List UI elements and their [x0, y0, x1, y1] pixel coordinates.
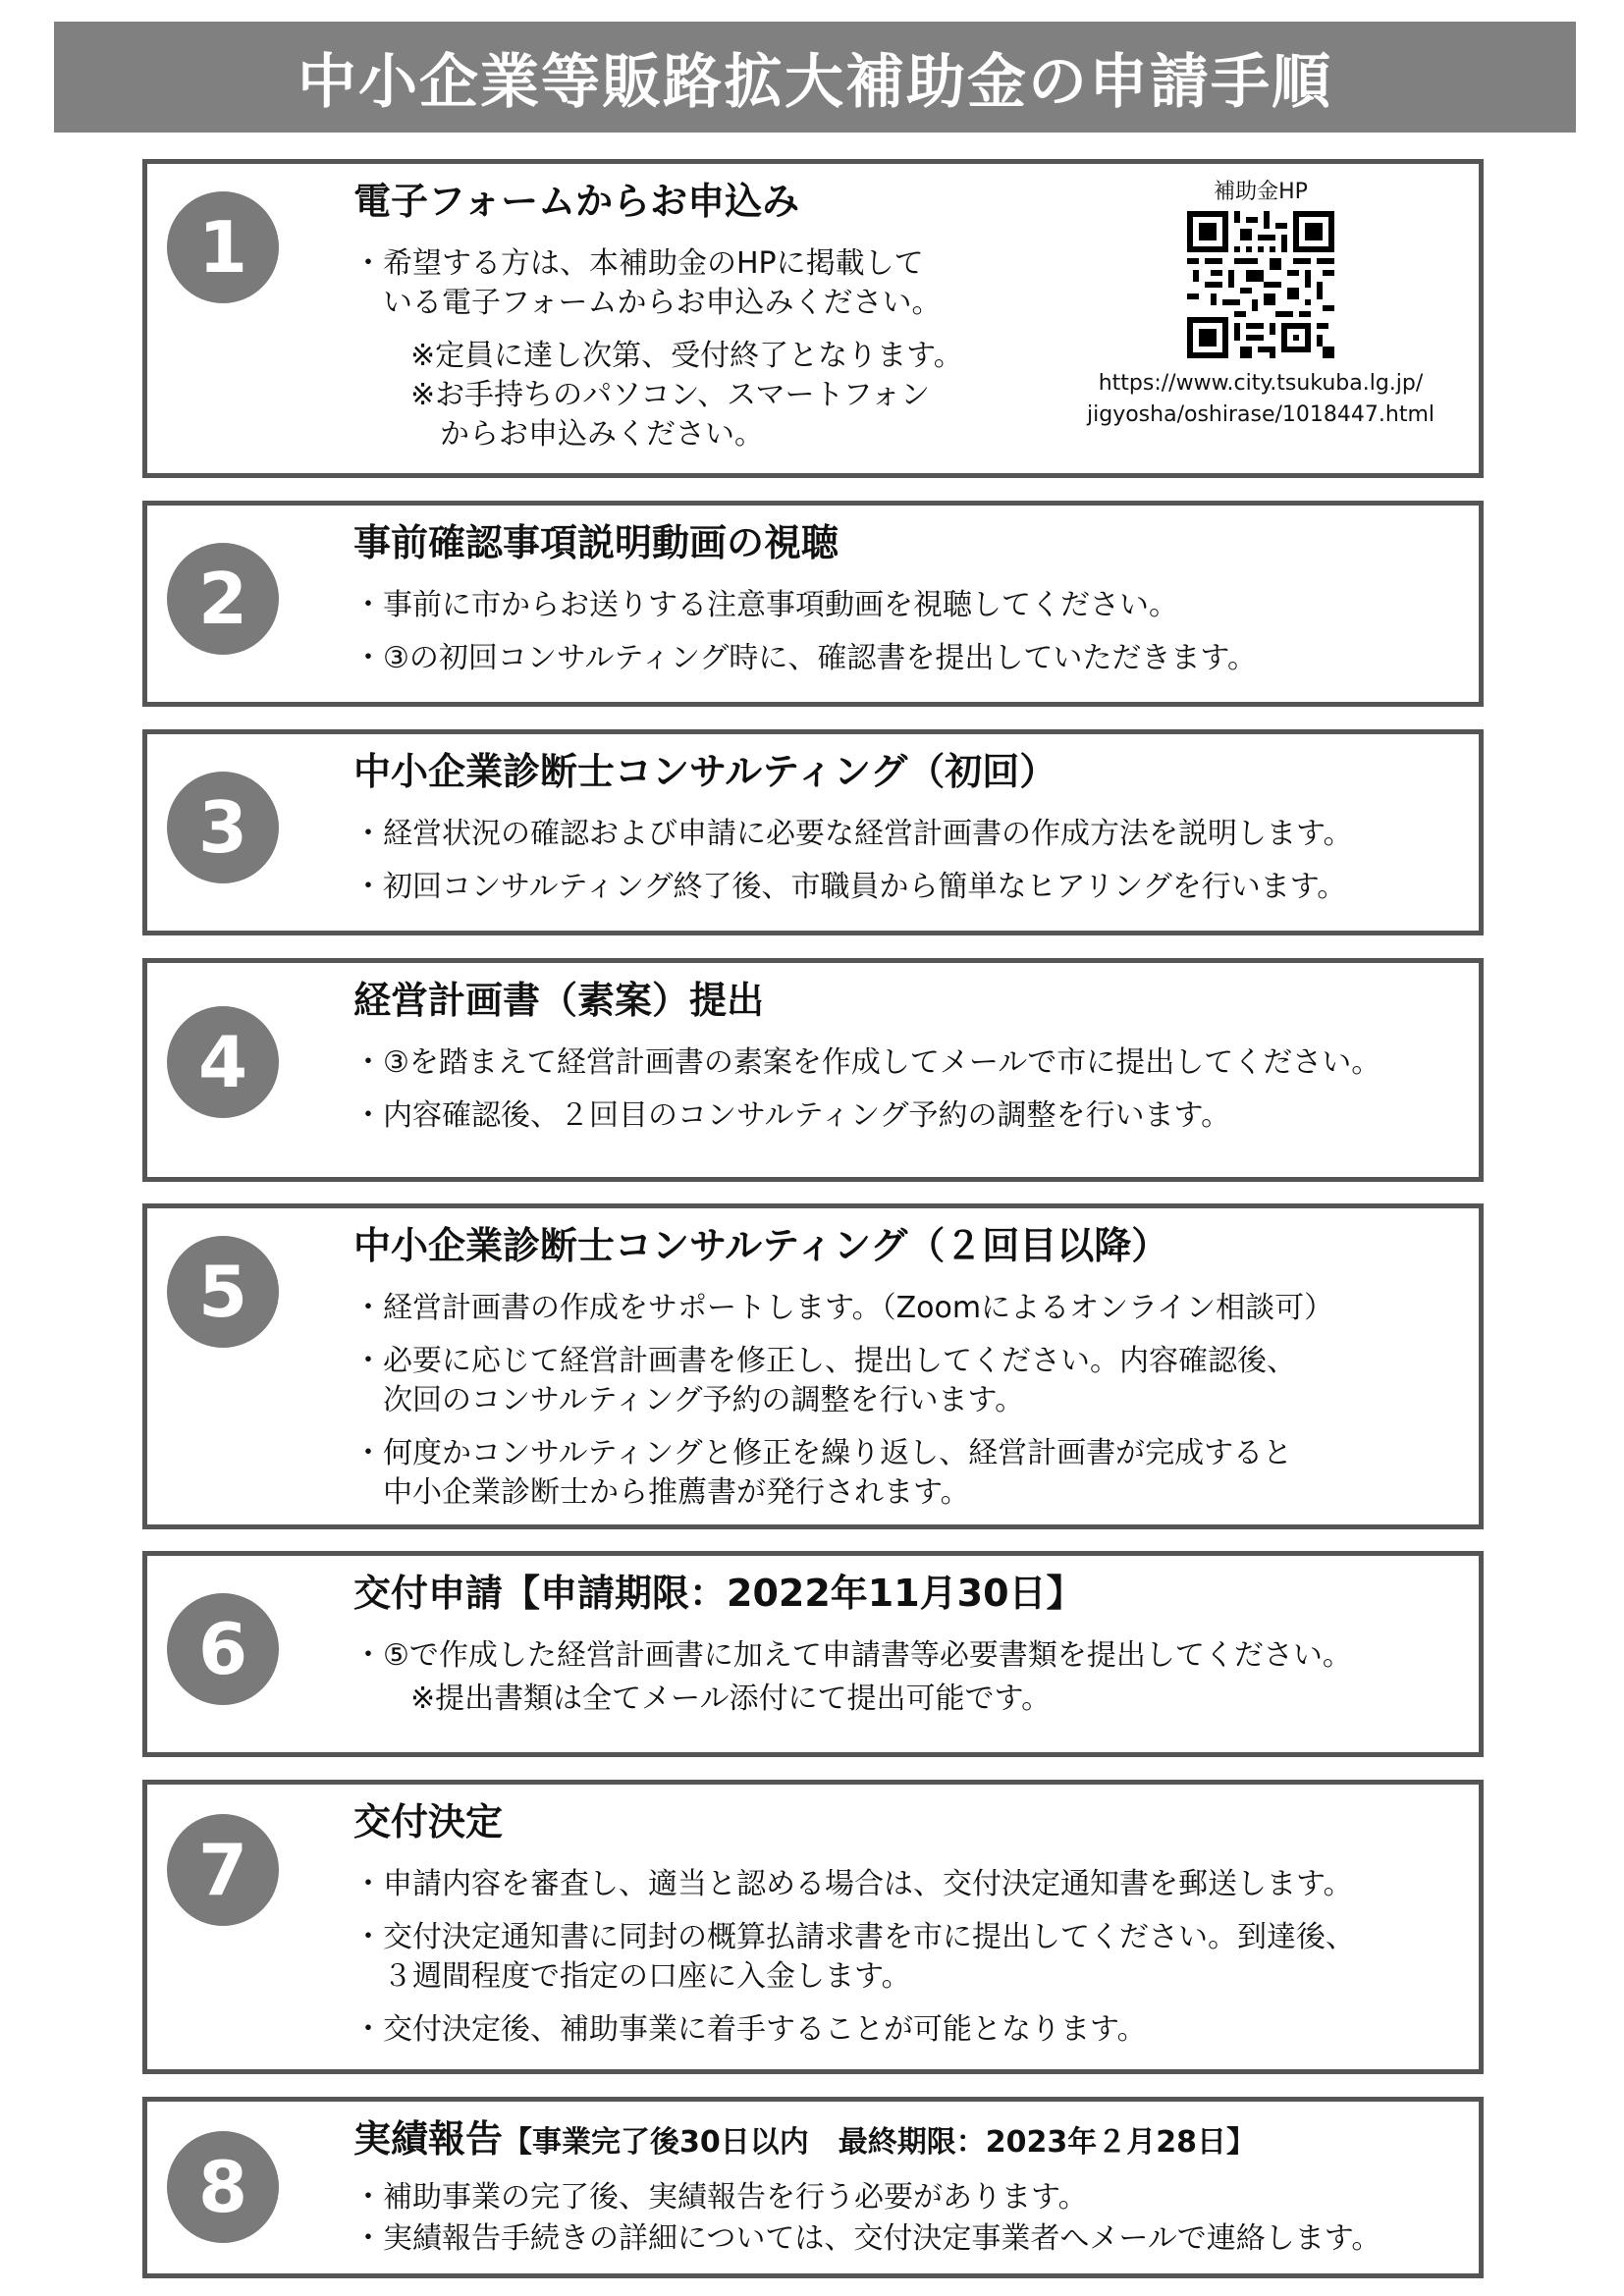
step-heading: 電子フォームからお申込み	[353, 180, 800, 223]
step-bullet: ・ 希望する方は、本補助金のHPに掲載して いる電子フォームからお申込みください。	[353, 244, 1047, 323]
step-number-badge: 5	[167, 1236, 279, 1348]
step-bullet: ・ 交付決定後、補助事業に着手することが可能となります。	[353, 2010, 1469, 2050]
step-number-badge: 7	[167, 1814, 279, 1926]
step-bullet: ・ ③の初回コンサルティング時に、確認書を提出していただきます。	[353, 639, 1469, 678]
qr-code-icon	[1187, 211, 1334, 358]
step-2	[142, 501, 1484, 707]
step-heading: 交付申請【申請期限：2022年11月30日】	[353, 1572, 1084, 1615]
step-bullet: ・ 交付決定通知書に同封の概算払請求書を市に提出してください。到達後、 ３週間程度で指定の口座に入金します。	[353, 1918, 1469, 1997]
step-bullet: ・ 経営計画書の作成をサポートします。（Zoomによるオンライン相談可）	[353, 1289, 1469, 1328]
step-5	[142, 1203, 1484, 1529]
step-bullet: ・ 経営状況の確認および申請に必要な経営計画書の作成方法を説明します。	[353, 815, 1469, 854]
step-8	[142, 2097, 1484, 2278]
step-bullet: ・ 事前に市からお送りする注意事項動画を視聴してください。	[353, 586, 1469, 625]
step-number-badge: 6	[167, 1593, 279, 1705]
step-heading: 中小企業診断士コンサルティング（初回）	[353, 750, 1057, 793]
step-note: ※提出書類は全てメール添付にて提出可能です。	[410, 1682, 1052, 1716]
step-bullet: ・ 実績報告手続きの詳細については、交付決定事業者へメールで連絡します。	[353, 2219, 1469, 2259]
step-number-badge: 2	[167, 543, 279, 655]
step-heading-deadline: 【事業完了後30日以内 最終期限：2023年２月28日】	[503, 2125, 1257, 2160]
step-number-badge: 4	[167, 1006, 279, 1118]
step-heading: 交付決定	[353, 1800, 504, 1843]
step-4	[142, 958, 1484, 1182]
qr-url-text[interactable]: https://www.city.tsukuba.lg.jp/ jigyosha/oshirase/1018447.html	[1087, 371, 1435, 427]
title-banner	[54, 22, 1576, 133]
step-bullet: ・ 必要に応じて経営計画書を修正し、提出してください。内容確認後、 次回のコンサルティング予約の調整を行います。	[353, 1342, 1469, 1420]
step-bullet: ・ ⑤で作成した経営計画書に加えて申請書等必要書類を提出してください。	[353, 1636, 1469, 1676]
step-heading-main: 実績報告	[353, 2117, 504, 2161]
qr-label: 補助金HP	[1214, 180, 1308, 204]
step-bullet: ・ ③を踏まえて経営計画書の素案を作成してメールで市に提出してください。	[353, 1043, 1469, 1083]
step-note: ※お手持ちのパソコン、スマートフォン からお申込みください。	[410, 378, 931, 452]
step-number-badge: 8	[167, 2131, 279, 2243]
step-bullet: ・ 補助事業の完了後、実績報告を行う必要があります。	[353, 2178, 1469, 2217]
step-3	[142, 729, 1484, 935]
step-note: ※定員に達し次第、受付終了となります。	[410, 339, 963, 373]
step-number-badge: 3	[167, 772, 279, 883]
step-heading: 事前確認事項説明動画の視聴	[353, 521, 839, 564]
step-bullet: ・ 内容確認後、２回目のコンサルティング予約の調整を行います。	[353, 1096, 1469, 1136]
step-bullet: ・ 申請内容を審査し、適当と認める場合は、交付決定通知書を郵送します。	[353, 1865, 1469, 1904]
step-bullet: ・ 何度かコンサルティングと修正を繰り返し、経営計画書が完成すると 中小企業診断士から推薦書が発行されます。	[353, 1434, 1469, 1513]
step-heading: 経営計画書（素案）提出	[353, 979, 765, 1022]
step-7	[142, 1780, 1484, 2074]
step-1	[142, 159, 1484, 478]
step-heading: 中小企業診断士コンサルティング（２回目以降）	[353, 1224, 1169, 1267]
step-number-badge: 1	[167, 191, 279, 303]
step-6	[142, 1551, 1484, 1757]
step-bullet: ・ 初回コンサルティング終了後、市職員から簡単なヒアリングを行います。	[353, 868, 1469, 907]
step-heading	[353, 2115, 1469, 2166]
page-title: 中小企業等販路拡大補助金の申請手順	[298, 47, 1332, 117]
qr-section	[1055, 178, 1467, 431]
